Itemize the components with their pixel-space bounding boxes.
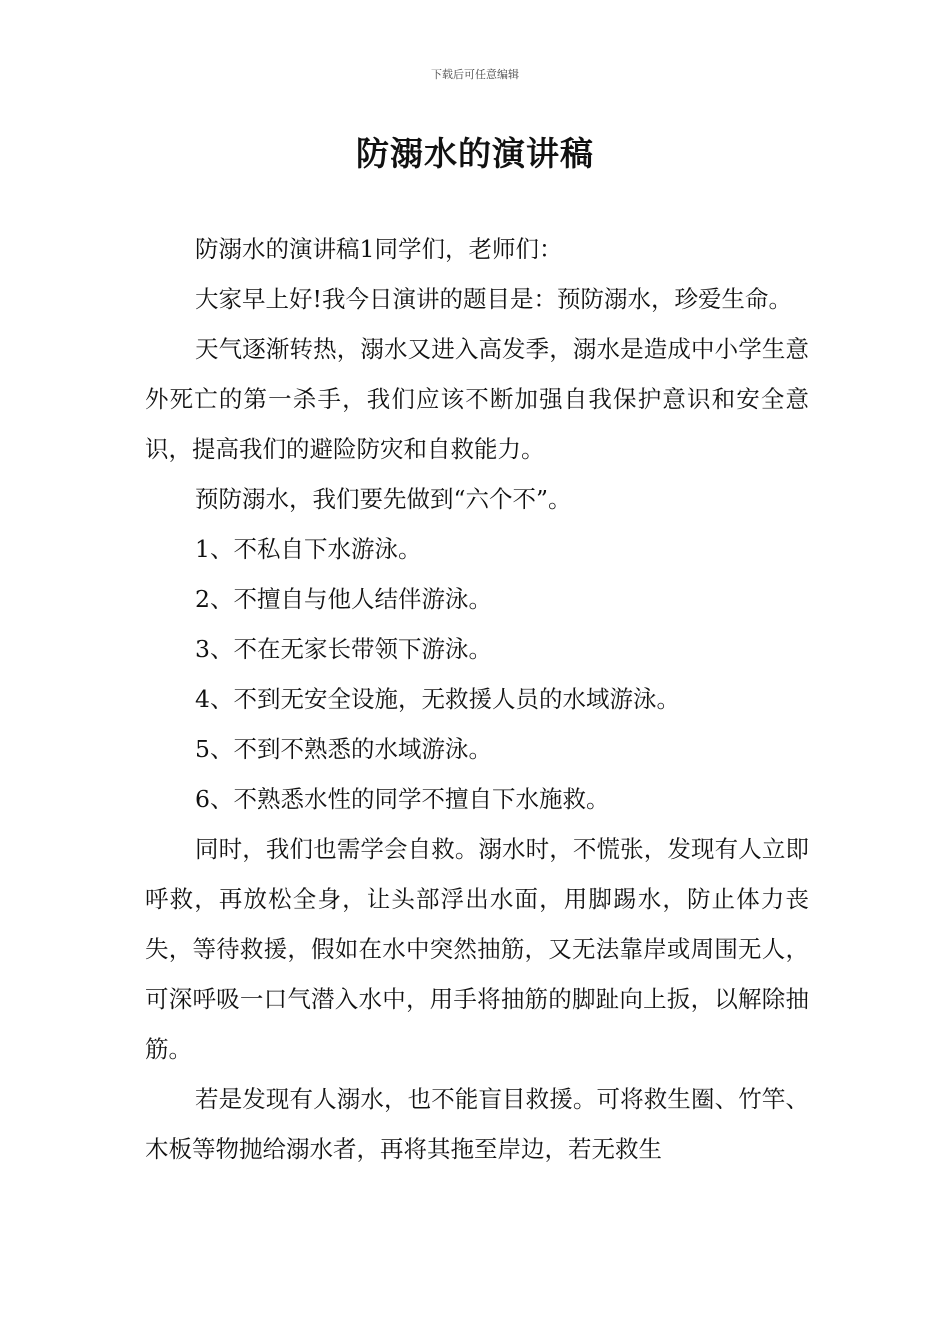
paragraph-self-rescue: 同时，我们也需学会自救。溺水时，不慌张，发现有人立即呼救，再放松全身，让头部浮出水面，用脚踢水，防止体力丧失，等待救援，假如在水中突然抽筋，又无法靠岸或周围无人，可深呼吸一口气潜入水中，用手将抽筋的脚趾向上扳，以解除抽筋。 <box>145 835 809 1063</box>
list-item-rule-3: 3、不在无家长带领下游泳。 <box>195 635 492 663</box>
list-item-rule-6: 6、不熟悉水性的同学不擅自下水施救。 <box>195 785 610 813</box>
document-title: 防溺水的演讲稿 <box>356 134 594 173</box>
paragraph-six-rules: 预防溺水，我们要先做到“六个不”。 <box>195 485 572 513</box>
paragraph-intro: 大家早上好!我今日演讲的题目是：预防溺水，珍爱生命。 <box>195 285 792 313</box>
list-item-rule-2: 2、不擅自与他人结伴游泳。 <box>195 585 492 613</box>
header-note: 下载后可任意编辑 <box>431 68 519 81</box>
list-item-rule-5: 5、不到不熟悉的水域游泳。 <box>195 735 492 763</box>
paragraph-rescue-others: 若是发现有人溺水，也不能盲目救援。可将救生圈、竹竿、木板等物抛给溺水者，再将其拖至岸边，若无救生 <box>145 1085 809 1163</box>
paragraph-greeting: 防溺水的演讲稿1同学们，老师们： <box>195 235 563 263</box>
list-item-rule-1: 1、不私自下水游泳。 <box>195 535 422 563</box>
list-item-rule-4: 4、不到无安全设施，无救援人员的水域游泳。 <box>195 685 680 713</box>
document-body <box>145 224 809 1174</box>
paragraph-context: 天气逐渐转热，溺水又进入高发季，溺水是造成中小学生意外死亡的第一杀手，我们应该不断加强自我保护意识和安全意识，提高我们的避险防灾和自救能力。 <box>145 335 809 463</box>
